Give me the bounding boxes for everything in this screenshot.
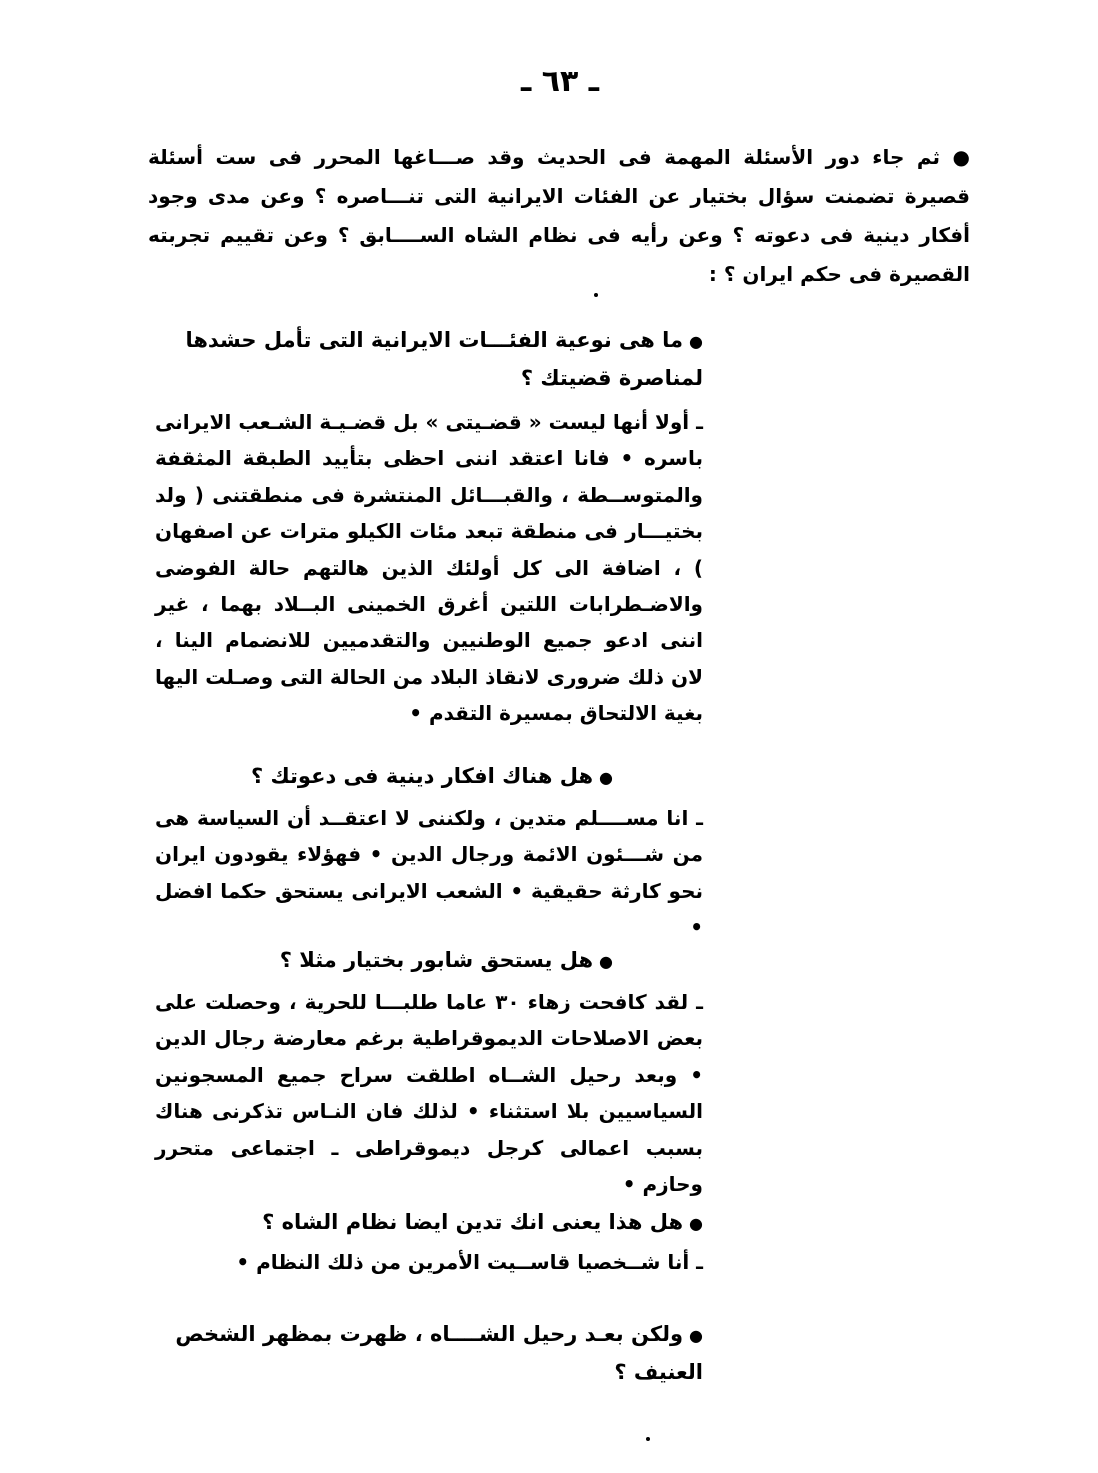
page-number: ـ ٦٣ ـ [520, 64, 600, 99]
bullet-icon: ● [689, 1326, 703, 1345]
qa-block-3 [155, 942, 703, 1202]
qa-block-1 [155, 322, 703, 732]
question-1 [155, 322, 703, 396]
scan-speck [646, 1437, 650, 1441]
question-5-text: ولكن بعـد رحيل الشــــاه ، ظهرت بمظهر الشخص العنيف ؟ [175, 1322, 703, 1384]
bullet-icon: ● [689, 332, 703, 351]
qa-block-5 [155, 1316, 703, 1390]
question-5 [155, 1316, 703, 1390]
answer-3: ـ لقد كافحت زهاء ٣٠ عاما طلبـــا للحرية ، وحصلت على بعض الاصلاحات الديموقراطية برغم معارضة رجال الدين • وبعد رحيل الشــاه اطلقت سراح جميع المسجونين السياسيين بلا استثناء • لذلك فان النـاس تذكرنى هناك بسبب اعمالى كرجل ديموقراطى ـ اجتماعى متحرر وحازم • [155, 990, 703, 1197]
question-4-text: هل هذا يعنى انك تدين ايضا نظام الشاه ؟ [262, 1210, 684, 1234]
answer-1: ـ أولا أنها ليست « قضـيتى » بل قضـيـة الشـعب الايرانى باسره • فانا اعتقد اننى احظى بتأييد الطبقة المثقفة والمتوســطة ، والقبـــائل المنتشرة فى منطقتنى ( ولد بختيـــار فى منطقة تبعد مئات الكيلو مترات عن اصفهان ) ، اضافة الى كل أولئك الذين هالتهم حالة الفوضى والاضـطرابات اللتين أغرق الخمينى البــلاد بهما ، غير اننى ادعو جميع الوطنيين والتقدميين للانضمام الينا ، لان ذلك ضرورى لانقاذ البلاد من الحالة التى وصـلت اليها بغية الالتحاق بمسيرة التقدم • [155, 410, 703, 726]
question-3 [155, 942, 703, 980]
question-4 [155, 1204, 703, 1242]
intro-paragraph: ● ثم جاء دور الأسئلة المهمة فى الحديث وقد صـــاغها المحرر فى ست أسئلة قصيرة تضمنت سؤال بختيار عن الفئات الايرانية التى تنـــاصره ؟ وعن مدى وجود أفكار دينية فى دعوته ؟ وعن رأيه فى نظام الشاه الســــابق ؟ وعن تقييم تجربته القصيرة فى حكم ايران ؟ : [148, 145, 970, 286]
question-1-text: ما هى نوعية الفئـــات الايرانية التى تأمل حشدها لمناصرة قضيتك ؟ [185, 328, 703, 390]
bullet-icon: ● [599, 952, 613, 971]
scan-speck [594, 293, 598, 297]
question-3-text: هل يستحق شابور بختيار مثلا ؟ [279, 948, 594, 972]
bullet-icon: ● [599, 768, 613, 787]
question-2 [155, 758, 703, 796]
bullet-icon: ● [689, 1214, 703, 1233]
qa-block-4 [155, 1204, 703, 1280]
answer-4: ـ أنا شــخصيا قاســيت الأمرين من ذلك النظام • [236, 1250, 703, 1274]
qa-block-2 [155, 758, 703, 946]
answer-2: ـ انا مســــلم متدين ، ولكننى لا اعتقــد أن السياسة هى من شـــئون الائمة ورجال الدين • فهؤلاء يقودون ايران نحو كارثة حقيقية • الشعب الايرانى يستحق حكما افضل • [155, 806, 703, 940]
question-2-text: هل هناك افكار دينية فى دعوتك ؟ [251, 764, 594, 788]
